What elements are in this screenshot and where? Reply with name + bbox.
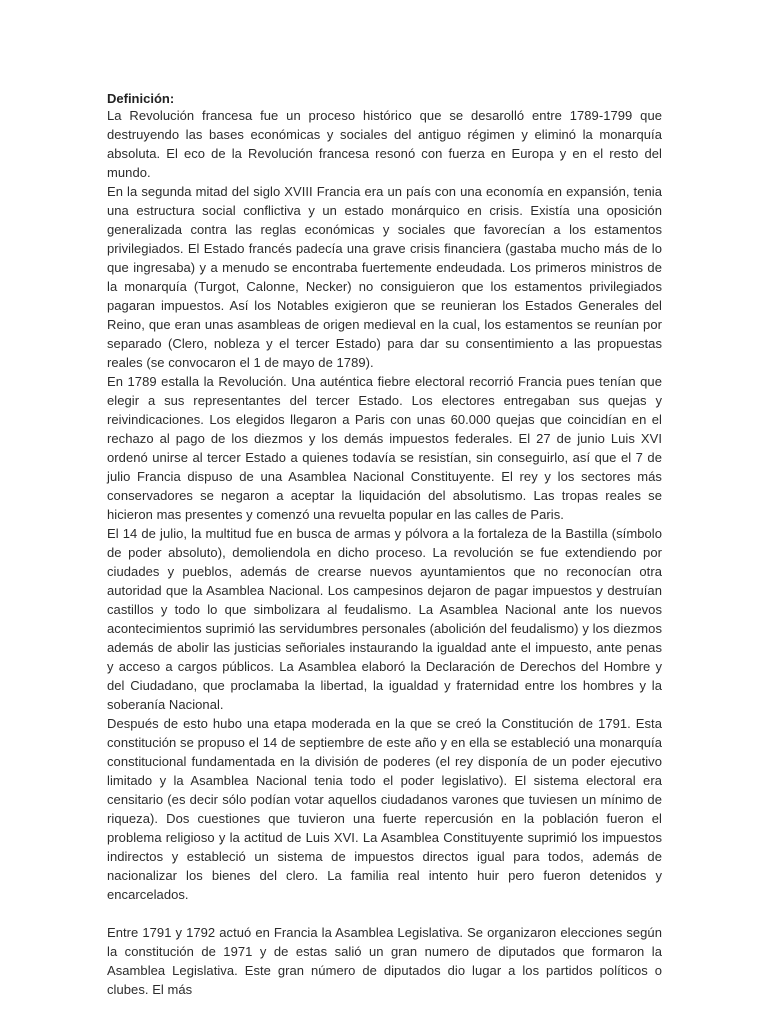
document-page [107,92,662,999]
paragraph-bastilla: El 14 de julio, la multitud fue en busca de armas y pólvora a la fortaleza de la Bastilla (símbolo de poder absoluto), demoliendola en dicho proceso. La revolución se fue extendiendo por ciudades y pueblos, además de crearse nuevos ayuntamientos que no reconocían otra autoridad que la Asamblea Nacional. Los campesinos dejaron de pagar impuestos y destruían castillos y todo lo que simbolizara al feudalismo. La Asamblea Nacional ante los nuevos acontecimientos suprimió las servidumbres personales (abolición del feudalismo) y los diezmos además de abolir las justicias señoriales instaurando la igualdad ante el impuesto, ante penas y acceso a cargos públicos. La Asamblea elaboró la Declaración de Derechos del Hombre y del Ciudadano, que proclamaba la libertad, la igualdad y fraternidad entre los hombres y la soberanía Nacional. [107,526,662,712]
paragraph-context: En la segunda mitad del siglo XVIII Francia era un país con una economía en expansión, tenia una estructura social conflictiva y un estado monárquico en crisis. Existía una oposición generalizada contra las reglas económicas y sociales que favorecían a los estamentos privilegiados. El Estado francés padecía una grave crisis financiera (gastaba mucho más de lo que ingresaba) y a menudo se encontraba fuertemente endeudada. Los primeros ministros de la monarquía (Turgot, Calonne, Necker) no consiguieron que los estamentos privilegiados pagaran impuestos. Así los Notables exigieron que se reunieran los Estados Generales del Reino, que eran unas asambleas de origen medieval en la cual, los estamentos se reunían por separado (Clero, nobleza y el tercer Estado) para dar su consentimiento a las propuestas reales (se convocaron el 1 de mayo de 1789). [107,184,662,370]
paragraph-asamblea-legislativa: Entre 1791 y 1792 actuó en Francia la Asamblea Legislativa. Se organizaron elecciones según la constitución de 1971 y de estas salió un gran numero de diputados que formaron la Asamblea Legislativa. Este gran número de diputados dio lugar a los partidos políticos o clubes. El más [107,925,662,997]
paragraph-constitucion: Después de esto hubo una etapa moderada en la que se creó la Constitución de 1791. Esta constitución se propuso el 14 de septiembre de este año y en ella se estableció una monarquía constitucional fundamentada en la división de poderes (el rey disponía de un poder ejecutivo limitado y la Asamblea Nacional tenia todo el poder legislativo). El sistema electoral era censitario (es decir sólo podían votar aquellos ciudadanos varones que tuviesen un mínimo de riqueza). Dos cuestiones que tuvieron una fuerte repercusión en la población fueron el problema religioso y la actitud de Luis XVI. La Asamblea Constituyente suprimió los impuestos indirectos y estableció un sistema de impuestos directos igual para todos, además de nacionalizar los bienes del clero. La familia real intento huir pero fueron detenidos y encarcelados. [107,716,662,902]
paragraph-1789: En 1789 estalla la Revolución. Una auténtica fiebre electoral recorrió Francia pues tenían que elegir a sus representantes del tercer Estado. Los electores entregaban sus quejas y reivindicaciones. Los elegidos llegaron a Paris con unas 60.000 quejas que coincidían en el rechazo al pago de los diezmos y los demás impuestos federales. El 27 de junio Luis XVI ordenó unirse al tercer Estado a quienes todavía se resistían, sin conseguirlo, así que el 7 de julio Francia dispuso de una Asamblea Nacional Constituyente. El rey y los sectores más conservadores se negaron a aceptar la liquidación del absolutismo. Las tropas reales se hicieron mas presentes y comenzó una revuelta popular en las calles de Paris. [107,374,662,522]
paragraph-definition: La Revolución francesa fue un proceso histórico que se desarolló entre 1789-1799 que destruyendo las bases económicas y sociales del antiguo régimen y eliminó la monarquía absoluta. El eco de la Revolución francesa resonó con fuerza en Europa y en el resto del mundo. [107,108,662,180]
document-heading: Definición: [107,91,175,106]
